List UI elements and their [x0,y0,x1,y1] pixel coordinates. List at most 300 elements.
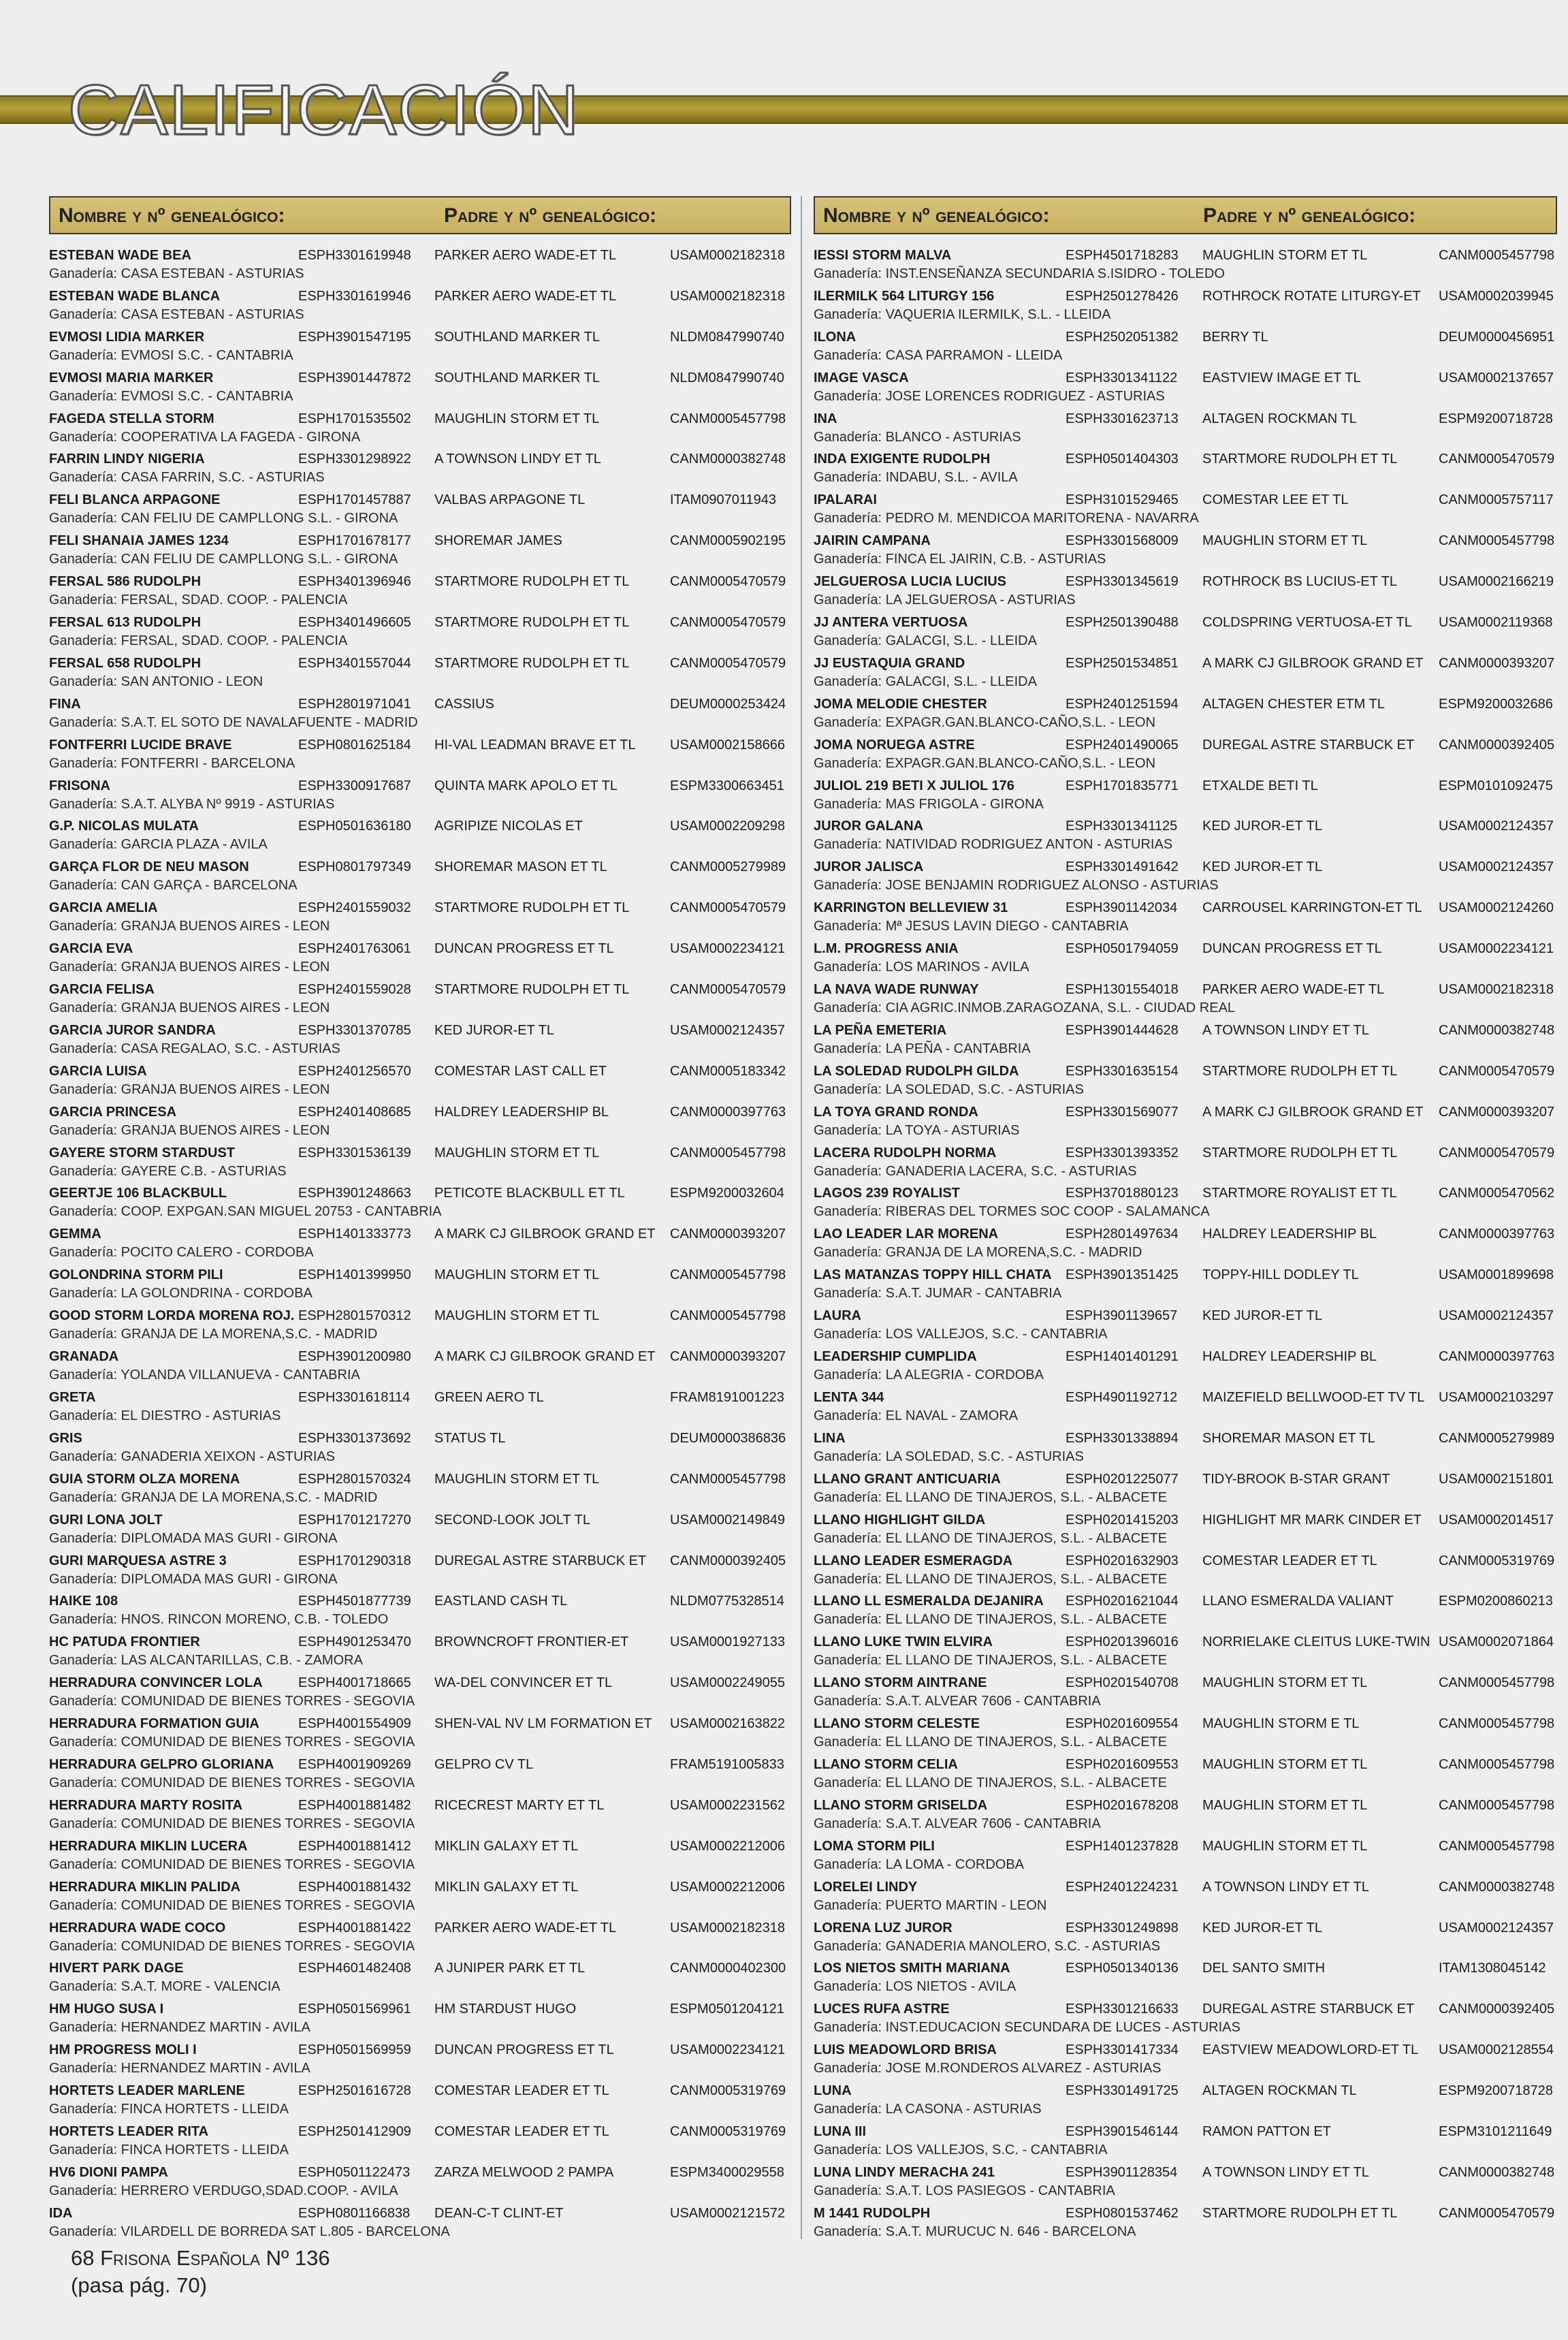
animal-reg-number: ESPH3301370785 [298,1022,411,1038]
ganaderia-line: Ganadería: CAN FELIU DE CAMPLLONG S.L. - GIRONA [49,552,398,567]
animal-name: JUROR JALISCA [814,859,924,875]
animal-name: L.M. PROGRESS ANIA [814,941,959,957]
sire-reg-number: USAM0002182318 [670,1920,786,1935]
ganaderia-line: Ganadería: HERRERO VERDUGO,SDAD.COOP. - AVILA [49,2183,398,2198]
page-footer [71,2245,330,2299]
animal-entry [814,1469,1557,1510]
animal-reg-number: ESPH4001881432 [298,1879,411,1895]
sire-reg-number: CANM0000382748 [1439,1022,1555,1038]
animal-name: JULIOL 219 BETI X JULIOL 176 [814,778,1014,793]
animal-entry [49,1102,791,1143]
entry-main-line [814,490,1557,509]
entry-main-line [49,1020,791,1039]
animal-name: LA NAVA WADE RUNWAY [814,982,979,998]
animal-entry [814,531,1557,571]
animal-reg-number: ESPH4901253470 [298,1634,411,1650]
ganaderia-line: Ganadería: CASA PARRAMON - LLEIDA [814,347,1063,363]
entry-main-line [49,816,791,835]
entry-main-line [49,368,791,387]
entry-main-line [814,694,1557,713]
sire-name: SHOREMAR MASON ET TL [434,859,607,875]
animal-reg-number: ESPH4501877739 [298,1594,411,1609]
sire-name: NORRIELAKE CLEITUS LUKE-TWIN [1202,1634,1430,1650]
sire-reg-number: USAM0002182318 [670,288,786,304]
animal-entry [49,1754,791,1795]
animal-reg-number: ESPH3901142034 [1066,900,1178,916]
animal-entry [49,1469,791,1510]
sire-reg-number: ESPM3300663451 [670,778,784,793]
entry-main-line [814,979,1557,998]
animal-reg-number: ESPH1301554018 [1066,982,1179,998]
animal-reg-number: ESPH3301341125 [1066,819,1178,834]
sire-name: EASTVIEW MEADOWLORD-ET TL [1202,2042,1419,2058]
animal-entry [814,1510,1557,1551]
animal-reg-number: ESPH3301619946 [298,288,411,304]
sire-reg-number: USAM0001927133 [670,1634,786,1650]
sire-reg-number: CANM0005457798 [1439,533,1555,549]
sire-name: COMESTAR LEADER ET TL [434,2123,609,2139]
ganaderia-line: Ganadería: CIA AGRIC.INMOB.ZARAGOZANA, S.L. - CIUDAD REAL [814,1000,1236,1016]
animal-name: LUNA LINDY MERACHA 241 [814,2164,995,2180]
ganaderia-line: Ganadería: LA ALEGRIA - CORDOBA [814,1367,1044,1383]
animal-entry [49,245,791,286]
animal-reg-number: ESPH4601482408 [298,1961,411,1976]
animal-name: FINA [49,696,81,712]
animal-entry [814,409,1557,449]
animal-entry [49,1020,791,1061]
animal-reg-number: ESPH3301568009 [1066,533,1179,549]
animal-reg-number: ESPH3301623713 [1066,411,1179,426]
sire-reg-number: CANM0000393207 [1439,655,1555,671]
sire-name: KED JUROR-ET TL [434,1022,554,1038]
animal-entry [49,409,791,449]
ganaderia-line: Ganadería: EL LLANO DE TINAJEROS, S.L. - ALBACETE [814,1735,1168,1750]
animal-reg-number: ESPH3901248663 [298,1186,411,1201]
entry-main-line [814,938,1557,958]
entry-main-line [49,1224,791,1243]
animal-entry [814,938,1557,979]
sire-reg-number: USAM0001899698 [1439,1267,1554,1283]
animal-reg-number: ESPH0201632903 [1066,1553,1179,1568]
ganaderia-line: Ganadería: S.A.T. LOS PASIEGOS - CANTABRIA [814,2183,1115,2198]
sire-reg-number: CANM0005457798 [1439,1675,1555,1691]
animal-entry [49,531,791,571]
animal-reg-number: ESPH0501122473 [298,2164,411,2180]
sire-name: DUREGAL ASTRE STARBUCK ET [434,1553,647,1568]
sire-name: A MARK CJ GILBROOK GRAND ET [434,1227,656,1242]
animal-entry [814,1143,1557,1184]
sire-name: HALDREY LEADERSHIP BL [1202,1227,1377,1242]
animal-entry [814,449,1557,490]
animal-reg-number: ESPH4001909269 [298,1756,411,1772]
sire-name: MAUGHLIN STORM ET TL [434,1471,600,1487]
animal-reg-number: ESPH2401224231 [1066,1879,1179,1895]
animal-reg-number: ESPH4001881482 [298,1797,411,1813]
sire-reg-number: USAM0002124357 [1439,1308,1554,1324]
animal-reg-number: ESPH0201225077 [1066,1471,1179,1487]
animal-entry [49,1632,791,1673]
animal-entry [49,1795,791,1836]
sire-name: KED JUROR-ET TL [1202,859,1322,875]
animal-entry [49,1143,791,1184]
ganaderia-line: Ganadería: LA SOLEDAD, S.C. - ASTURIAS [814,1081,1084,1097]
entry-main-line [49,1673,791,1692]
animal-name: HORTETS LEADER MARLENE [49,2083,245,2099]
sire-name: A TOWNSON LINDY ET TL [1202,2164,1369,2180]
animal-name: GURI MARQUESA ASTRE 3 [49,1553,227,1568]
animal-name: FERSAL 613 RUDOLPH [49,615,202,631]
animal-reg-number: ESPH4501718283 [1066,248,1179,263]
sire-reg-number: CANM0000393207 [670,1227,786,1242]
sire-name: MAUGHLIN STORM ET TL [434,1308,600,1324]
entry-main-line [49,1958,791,1977]
animal-name: LORENA LUZ JUROR [814,1920,953,1935]
sire-reg-number: USAM0002182318 [1439,982,1554,998]
sire-reg-number: CANM0005470579 [670,982,786,998]
animal-reg-number: ESPH0501794059 [1066,941,1179,957]
ganaderia-line: Ganadería: COOP. EXPGAN.SAN MIGUEL 20753 - CANTABRIA [49,1204,442,1220]
sire-reg-number: CANM0005757117 [1439,492,1554,508]
animal-name: INDA EXIGENTE RUDOLPH [814,452,991,467]
animal-name: GARÇA FLOR DE NEU MASON [49,859,249,875]
animal-name: HIVERT PARK DAGE [49,1961,184,1976]
sire-name: GELPRO CV TL [434,1756,534,1772]
ganaderia-line: Ganadería: EXPAGR.GAN.BLANCO-CAÑO,S.L. - LEON [814,755,1156,771]
animal-entry [814,368,1557,409]
animal-reg-number: ESPH3301249898 [1066,1920,1179,1935]
ganaderia-line: Ganadería: GARCIA PLAZA - AVILA [49,837,268,853]
sire-name: STATUS TL [434,1430,506,1446]
animal-name: LEADERSHIP CUMPLIDA [814,1349,977,1365]
ganaderia-line: Ganadería: YOLANDA VILLANUEVA - CANTABRIA [49,1367,360,1383]
ganaderia-line: Ganadería: EXPAGR.GAN.BLANCO-CAÑO,S.L. - LEON [814,714,1156,730]
animal-name: JAIRIN CAMPANA [814,533,931,549]
sire-reg-number: CANM0005279989 [670,859,786,875]
animal-reg-number: ESPH0201609554 [1066,1716,1179,1732]
sire-reg-number: NLDM0847990740 [670,329,784,345]
entry-main-line [49,898,791,917]
entry-main-line [814,1795,1557,1814]
sire-reg-number: DEUM0000456951 [1439,329,1555,345]
sire-name: MAUGHLIN STORM ET TL [1202,1797,1368,1813]
animal-entry [814,1102,1557,1143]
entry-main-line [49,2203,791,2222]
sire-reg-number: ESPM9200032604 [670,1186,784,1201]
entry-main-line [49,1877,791,1896]
animal-name: EVMOSI MARIA MARKER [49,370,214,385]
animal-reg-number: ESPH3401496605 [298,615,411,631]
animal-reg-number: ESPH3901447872 [298,370,411,385]
ganaderia-line: Ganadería: VILARDELL DE BORREDA SAT L.805 - BARCELONA [49,2224,450,2239]
animal-reg-number: ESPH2401763061 [298,941,411,957]
entry-main-line [49,1795,791,1814]
ganaderia-line: Ganadería: LOS NIETOS - AVILA [814,1979,1017,1995]
entry-main-line [814,531,1557,550]
animal-reg-number: ESPH3301491725 [1066,2083,1179,2099]
ganaderia-line: Ganadería: EL NAVAL - ZAMORA [814,1408,1019,1423]
animal-name: FARRIN LINDY NIGERIA [49,452,205,467]
sire-name: DUNCAN PROGRESS ET TL [1202,941,1382,957]
ganaderia-line: Ganadería: GRANJA DE LA MORENA,S.C. - MADRID [814,1245,1142,1261]
ganaderia-line: Ganadería: LA GOLONDRINA - CORDOBA [49,1286,313,1301]
animal-entry [49,612,791,653]
animal-name: LUNA [814,2083,852,2099]
animal-entry [814,653,1557,694]
entry-main-line [49,1754,791,1773]
sire-reg-number: USAM0002212006 [670,1838,786,1854]
entry-main-line [814,776,1557,795]
animal-name: JOMA MELODIE CHESTER [814,696,987,712]
animal-name: GARCIA PRINCESA [49,1104,177,1120]
animal-entry [49,2040,791,2081]
ganaderia-line: Ganadería: DIPLOMADA MAS GURI - GIRONA [49,1530,338,1546]
entry-main-line [814,1143,1557,1162]
column-divider [801,196,802,2239]
animal-reg-number: ESPH2501616728 [298,2083,411,2099]
sire-reg-number: USAM0002234121 [670,941,786,957]
animal-name: GARCIA AMELIA [49,900,158,916]
sire-reg-number: CANM0005470579 [1439,1145,1555,1160]
animal-reg-number: ESPH1701678177 [298,533,411,549]
animal-reg-number: ESPH1701217270 [298,1512,411,1528]
sire-name: SOUTHLAND MARKER TL [434,370,601,385]
sire-reg-number: CANM0000392405 [1439,2002,1555,2017]
animal-name: LLANO STORM CELESTE [814,1716,980,1732]
animal-reg-number: ESPH3301338894 [1066,1430,1179,1446]
animal-name: LOS NIETOS SMITH MARIANA [814,1961,1010,1976]
page-number: 68 [71,2246,95,2270]
sire-reg-number: ESPM9200032686 [1439,696,1553,712]
entry-main-line [814,2040,1557,2059]
sire-name: STARTMORE RUDOLPH ET TL [1202,2205,1398,2221]
sire-name: KED JUROR-ET TL [1202,819,1322,834]
ganaderia-line: Ganadería: EVMOSI S.C. - CANTABRIA [49,347,293,363]
animal-name: JOMA NORUEGA ASTRE [814,737,975,753]
sire-name: MAUGHLIN STORM ET TL [434,1145,600,1160]
animal-name: JELGUEROSA LUCIA LUCIUS [814,574,1006,590]
animal-name: M 1441 RUDOLPH [814,2205,931,2221]
animal-entry [49,653,791,694]
ganaderia-line: Ganadería: GANADERIA LACERA, S.C. - ASTURIAS [814,1163,1137,1179]
animal-name: JUROR GALANA [814,819,924,834]
entry-main-line [49,979,791,998]
animal-name: GAYERE STORM STARDUST [49,1145,235,1160]
animal-entry [814,2203,1557,2244]
sire-reg-number: USAM0002119368 [1439,615,1553,631]
sire-reg-number: USAM0002071864 [1439,1634,1554,1650]
ganaderia-line: Ganadería: GRANJA DE LA MORENA,S.C. - MADRID [49,1489,378,1505]
ganaderia-line: Ganadería: LOS VALLEJOS, S.C. - CANTABRIA [814,2142,1108,2157]
ganaderia-line: Ganadería: EL LLANO DE TINAJEROS, S.L. - ALBACETE [814,1775,1168,1790]
animal-reg-number: ESPH3901547195 [298,329,411,345]
sire-name: WA-DEL CONVINCER ET TL [434,1675,613,1691]
animal-name: LAS MATANZAS TOPPY HILL CHATA [814,1267,1052,1283]
sire-name: MAUGHLIN STORM ET TL [1202,248,1368,263]
ganaderia-line: Ganadería: GRANJA DE LA MORENA,S.C. - MADRID [49,1327,378,1342]
sire-name: PARKER AERO WADE-ET TL [1202,982,1385,998]
animal-entry [49,898,791,938]
sire-name: EASTVIEW IMAGE ET TL [1202,370,1361,385]
ganaderia-line: Ganadería: COMUNIDAD DE BIENES TORRES - SEGOVIA [49,1694,415,1709]
animal-name: ILONA [814,329,857,345]
animal-entry [49,1958,791,1999]
sire-reg-number: USAM0002137657 [1439,370,1554,385]
animal-name: LLANO HIGHLIGHT GILDA [814,1512,986,1528]
animal-name: HORTETS LEADER RITA [49,2123,209,2139]
ganaderia-line: Ganadería: GANADERIA XEIXON - ASTURIAS [49,1449,336,1464]
animal-reg-number: ESPH2801971041 [298,696,411,712]
animal-reg-number: ESPH3901351425 [1066,1267,1179,1283]
animal-entry [814,735,1557,776]
entry-main-line [814,1020,1557,1039]
entry-main-line [49,653,791,672]
ganaderia-line: Ganadería: NATIVIDAD RODRIGUEZ ANTON - ASTURIAS [814,837,1173,853]
animal-entry [49,1918,791,1959]
sire-name: A JUNIPER PARK ET TL [434,1961,586,1976]
ganaderia-line: Ganadería: JOSE LORENCES RODRIGUEZ - ASTURIAS [814,388,1165,404]
animal-entry [49,938,791,979]
animal-entry [814,490,1557,531]
sire-reg-number: USAM0002124357 [1439,819,1554,834]
entry-main-line [49,612,791,631]
animal-name: HC PATUDA FRONTIER [49,1634,200,1650]
animal-reg-number: ESPH2801570324 [298,1471,411,1487]
entry-main-line [814,857,1557,876]
ganaderia-line: Ganadería: EL LLANO DE TINAJEROS, S.L. - ALBACETE [814,1653,1168,1669]
animal-name: FERSAL 658 RUDOLPH [49,655,202,671]
animal-entry [49,1265,791,1306]
animal-name: LA TOYA GRAND RONDA [814,1104,978,1120]
sire-column-heading: Padre y nº genealógico: [1203,204,1416,227]
entry-main-line [814,1591,1557,1610]
sire-reg-number: USAM0002182318 [670,248,786,263]
animal-entry [49,571,791,612]
sire-reg-number: CANM0005470579 [1439,2205,1555,2221]
animal-entry [814,694,1557,735]
animal-name: GARCIA EVA [49,941,133,957]
animal-entry [814,571,1557,612]
sire-name: STARTMORE RUDOLPH ET TL [434,574,630,590]
animal-name: GRANADA [49,1349,119,1365]
animal-reg-number: ESPH3701880123 [1066,1186,1179,1201]
ganaderia-line: Ganadería: EL DIESTRO - ASTURIAS [49,1408,281,1423]
animal-name: HERRADURA MARTY ROSITA [49,1797,243,1813]
animal-name: IMAGE VASCA [814,370,909,385]
sire-name: PETICOTE BLACKBULL ET TL [434,1186,625,1201]
animal-entry [49,1306,791,1346]
ganaderia-line: Ganadería: CASA ESTEBAN - ASTURIAS [49,306,304,322]
animal-reg-number: ESPH3301216633 [1066,2002,1179,2017]
sire-name: HALDREY LEADERSHIP BL [434,1104,609,1120]
ganaderia-line: Ganadería: S.A.T. ALYBA Nº 9919 - ASTURIAS [49,796,335,812]
ganaderia-line: Ganadería: S.A.T. JUMAR - CANTABRIA [814,1286,1062,1301]
animal-reg-number: ESPH3301417334 [1066,2042,1179,2058]
animal-reg-number: ESPH1701457887 [298,492,411,508]
sire-reg-number: USAM0002124357 [1439,859,1554,875]
sire-name: MAUGHLIN STORM ET TL [1202,1675,1368,1691]
animal-entry [814,1877,1557,1918]
animal-name: LLANO LUKE TWIN ELVIRA [814,1634,993,1650]
sire-name: HALDREY LEADERSHIP BL [1202,1349,1377,1365]
sire-name: HI-VAL LEADMAN BRAVE ET TL [434,737,636,753]
animal-entry [814,1387,1557,1428]
sire-reg-number: ESPM3101211649 [1439,2123,1552,2139]
ganaderia-line: Ganadería: LA JELGUEROSA - ASTURIAS [814,592,1076,608]
sire-reg-number: CANM0005457798 [1439,1756,1555,1772]
entry-main-line [814,1469,1557,1488]
animal-entry [814,1020,1557,1061]
animal-entry [49,2162,791,2203]
sire-name: A TOWNSON LINDY ET TL [1202,1879,1369,1895]
sire-name: MAUGHLIN STORM ET TL [434,411,600,426]
sire-reg-number: CANM0000393207 [1439,1104,1555,1120]
entry-main-line [49,1102,791,1121]
entry-main-line [814,1387,1557,1406]
left-column-header [49,196,791,234]
sire-reg-number: CANM0005470579 [1439,452,1555,467]
entry-main-line [814,1224,1557,1243]
sire-reg-number: ITAM0907011943 [670,492,777,508]
ganaderia-line: Ganadería: COOPERATIVA LA FAGEDA - GIRONA [49,429,361,445]
entry-main-line [49,2040,791,2059]
ganaderia-line: Ganadería: GALACGI, S.L. - LLEIDA [814,674,1037,689]
animal-reg-number: ESPH1401333773 [298,1227,411,1242]
sire-name: ROTHROCK BS LUCIUS-ET TL [1202,574,1397,590]
animal-reg-number: ESPH0801166838 [298,2205,411,2221]
ganaderia-line: Ganadería: POCITO CALERO - CORDOBA [49,1245,314,1261]
sire-reg-number: USAM0002103297 [1439,1389,1554,1405]
entry-main-line [814,245,1557,264]
sire-name: BROWNCROFT FRONTIER-ET [434,1634,629,1650]
ganaderia-line: Ganadería: LAS ALCANTARILLAS, C.B. - ZAMORA [49,1653,363,1669]
sire-reg-number: CANM0005470562 [1439,1186,1555,1201]
animal-entry [814,612,1557,653]
ganaderia-line: Ganadería: LA CASONA - ASTURIAS [814,2102,1042,2117]
ganaderia-line: Ganadería: INDABU, S.L. - AVILA [814,470,1018,486]
sire-reg-number: CANM0000382748 [1439,2164,1555,2180]
entry-main-line [49,1346,791,1365]
animal-name: GURI LONA JOLT [49,1512,163,1528]
ganaderia-line: Ganadería: S.A.T. ALVEAR 7606 - CANTABRIA [814,1816,1101,1831]
ganaderia-line: Ganadería: MAS FRIGOLA - GIRONA [814,796,1044,812]
sire-column-heading: Padre y nº genealógico: [444,204,657,227]
animal-entry [49,2121,791,2162]
sire-name: MAUGHLIN STORM ET TL [1202,1838,1368,1854]
animal-reg-number: ESPH0501569961 [298,2002,411,2017]
animal-name: INA [814,411,837,426]
entry-main-line [814,2203,1557,2222]
sire-reg-number: USAM0002209298 [670,819,786,834]
entry-main-line [814,898,1557,917]
sire-name: CASSIUS [434,696,494,712]
sire-name: STARTMORE RUDOLPH ET TL [1202,1145,1398,1160]
sire-reg-number: CANM0005457798 [670,1471,786,1487]
animal-reg-number: ESPH0201415203 [1066,1512,1179,1528]
sire-reg-number: CANM0005457798 [670,1267,786,1283]
entry-main-line [814,1999,1557,2018]
sire-name: SHOREMAR JAMES [434,533,562,549]
entry-main-line [814,1754,1557,1773]
sire-reg-number: ESPM9200718728 [1439,2083,1553,2099]
animal-name: LORELEI LINDY [814,1879,918,1895]
animal-name: GARCIA FELISA [49,982,155,998]
animal-entry [814,1754,1557,1795]
entry-main-line [814,1836,1557,1855]
entry-main-line [49,1510,791,1529]
sire-reg-number: CANM0005457798 [670,1308,786,1324]
sire-reg-number: FRAM8191001223 [670,1389,784,1405]
sire-reg-number: USAM0002158666 [670,737,786,753]
